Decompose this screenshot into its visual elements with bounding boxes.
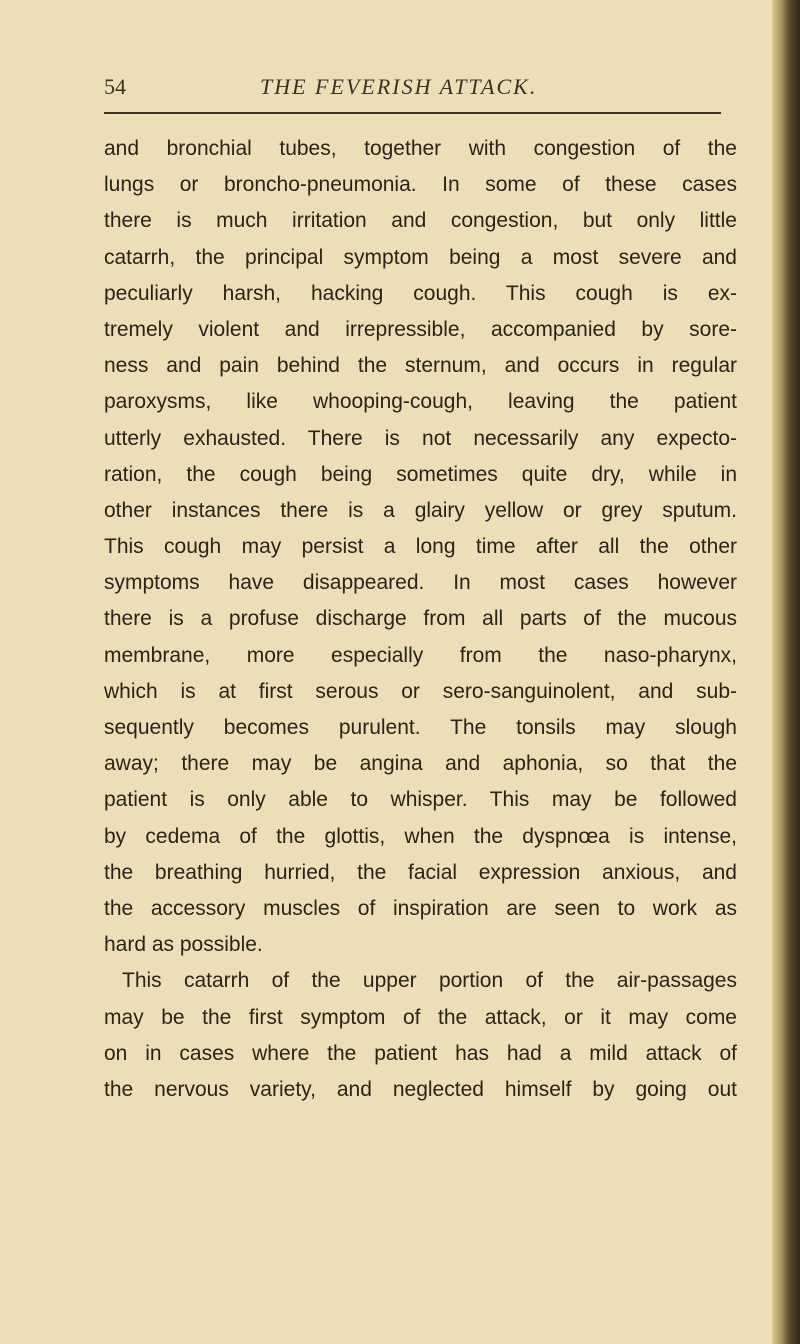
text-line: This cough may persist a long time after all the other [104,535,737,559]
text-line: the breathing hurried, the facial expression anxious, and [104,860,737,884]
binding-edge [772,0,800,1344]
text-line: ration, the cough being sometimes quite dry, while in [104,462,737,486]
page-number: 54 [104,74,126,99]
text-line: patient is only able to whisper. This may be followed [104,788,737,812]
text-line: the nervous variety, and neglected himself by going out [104,1077,737,1101]
text-line: other instances there is a glairy yellow or grey sputum. [104,498,737,522]
text-line: tremely violent and irrepressible, accompanied by sore- [104,317,737,341]
text-line: may be the first symptom of the attack, or it may come [104,1005,737,1029]
body-text [104,131,737,1108]
text-line: peculiarly harsh, hacking cough. This cough is ex- [104,281,737,305]
text-line: the accessory muscles of inspiration are seen to work as [104,896,737,920]
paragraph-start-line: This catarrh of the upper portion of the air-passages [122,969,737,993]
text-line: paroxysms, like whooping-cough, leaving the patient [104,390,737,414]
text-line: lungs or broncho-pneumonia. In some of these cases [104,173,737,197]
text-line: symptoms have disappeared. In most cases however [104,571,737,595]
running-title: THE FEVERISH ATTACK. [260,74,538,99]
page-header [104,74,724,108]
text-line: utterly exhausted. There is not necessarily any expecto- [104,426,737,450]
paragraph-end-line: hard as possible. [104,933,263,957]
text-line: away; there may be angina and aphonia, so that the [104,752,737,776]
text-line: catarrh, the principal symptom being a most severe and [104,245,737,269]
text-line: on in cases where the patient has had a mild attack of [104,1041,737,1065]
text-line: membrane, more especially from the naso-pharynx, [104,643,737,667]
text-line: and bronchial tubes, together with congestion of the [104,137,737,160]
text-line: ness and pain behind the sternum, and occurs in regular [104,354,737,378]
header-rule [104,112,721,114]
text-line: there is a profuse discharge from all parts of the mucous [104,607,737,631]
text-line: by cedema of the glottis, when the dyspnœa is intense, [104,824,737,848]
text-line: sequently becomes purulent. The tonsils may slough [104,716,737,739]
text-line: which is at first serous or sero-sanguinolent, and sub- [104,679,737,703]
text-line: there is much irritation and congestion, but only little [104,209,737,233]
